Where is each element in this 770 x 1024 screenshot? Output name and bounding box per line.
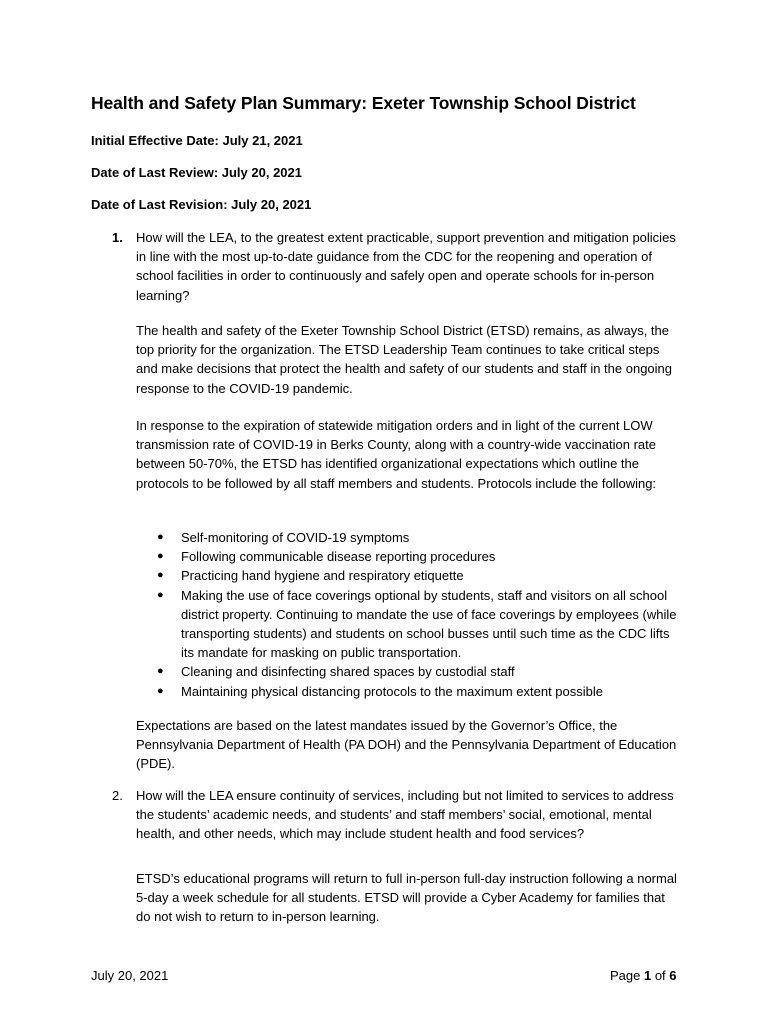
question-1-number: 1.	[112, 230, 123, 245]
question-2-text: How will the LEA ensure continuity of services, including but not limited to services to address the students’ academic needs, and students’ and staff members’ social, emotional, mental health, and other needs, which may include student health and food services?	[136, 788, 674, 842]
last-revision-date: Date of Last Revision: July 20, 2021	[91, 197, 312, 212]
bullet-icon: ●	[157, 569, 164, 582]
protocol-list	[136, 528, 681, 701]
bullet-icon: ●	[157, 550, 164, 563]
list-item: ● Practicing hand hygiene and respiratory etiquette	[136, 566, 681, 585]
bullet-icon: ●	[157, 684, 164, 697]
last-review-date: Date of Last Review: July 20, 2021	[91, 165, 302, 180]
question-2-number: 2.	[112, 788, 123, 803]
bullet-icon: ●	[157, 588, 164, 601]
list-item: ● Cleaning and disinfecting shared spaces by custodial staff	[136, 662, 681, 681]
question-1-text: How will the LEA, to the greatest extent practicable, support prevention and mitigation policies in line with the most up-to-date guidance from the CDC for the reopening and operation of school facilities in order to continuously and safely open and operate schools for in-person learning?	[136, 230, 676, 303]
question-1-paragraph-2: In response to the expiration of statewide mitigation orders and in light of the current LOW transmission rate of COVID-19 in Berks County, along with a country-wide vaccination rate between 50-70%, the ETSD has identified organizational expectations which outline the protocols to be followed by all staff members and students. Protocols include the following:	[136, 418, 657, 491]
document-title: Health and Safety Plan Summary: Exeter Township School District	[91, 93, 636, 113]
bullet-icon: ●	[157, 665, 164, 678]
list-item: ● Maintaining physical distancing protocols to the maximum extent possible	[136, 682, 681, 701]
bullet-icon: ●	[157, 531, 164, 543]
question-1-paragraph-1: The health and safety of the Exeter Township School District (ETSD) remains, as always, the top priority for the organization. The ETSD Leadership Team continues to take critical steps and make decisions that protect the health and safety of our students and staff in the ongoing response to the COVID-19 pandemic.	[136, 323, 673, 396]
list-item: ● Making the use of face coverings optional by students, staff and visitors on all school district property. Continuing to mandate the use of face coverings by employees (while transporting students) and students on school busses until such time as the CDC lifts its mandate for masking on public transportation.	[157, 587, 677, 661]
page-number: Page 1 of 6	[610, 968, 677, 983]
question-2-paragraph-1: ETSD’s educational programs will return to full in-person full-day instruction following a normal 5-day a week schedule for all students. ETSD will provide a Cyber Academy for families that do not wish to return to in-person learning.	[136, 871, 677, 925]
initial-effective-date: Initial Effective Date: July 21, 2021	[91, 133, 303, 148]
question-1-closing: Expectations are based on the latest mandates issued by the Governor’s Office, the Pennsylvania Department of Health (PA DOH) and the Pennsylvania Department of Education (PDE).	[136, 718, 677, 772]
footer-date: July 20, 2021	[91, 968, 169, 983]
list-item: ● Following communicable disease reporting procedures	[136, 547, 681, 566]
list-item: ● Self-monitoring of COVID-19 symptoms	[136, 528, 681, 547]
